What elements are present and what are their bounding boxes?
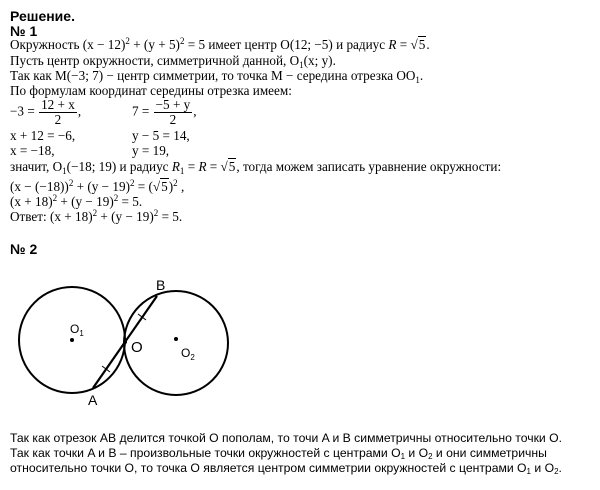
center-dot-o1	[70, 338, 74, 342]
subscript: 1	[526, 467, 531, 476]
text: Окружность (x − 12)	[10, 37, 126, 52]
text: Пусть центр окружности, симметричной данной, O	[10, 53, 300, 68]
text: = 5.	[158, 209, 183, 224]
text: (x + 18)	[46, 209, 93, 224]
task-1-number: № 1	[10, 23, 38, 39]
text: )	[168, 179, 174, 194]
text: + (y − 19)	[73, 179, 130, 194]
exponent: 2	[173, 178, 178, 188]
exponent: 2	[179, 36, 185, 46]
subscript: 1	[400, 452, 406, 461]
text: = 5.	[118, 194, 143, 209]
equation-y-step1: y − 5 = 14,	[132, 128, 190, 143]
radicand: 5	[161, 179, 168, 194]
equation-x-step2: x = −18,	[10, 143, 55, 158]
text: = 5 имеет центр O(12; −5) и радиус	[184, 37, 389, 52]
comma: ,	[193, 103, 197, 119]
text: = √	[396, 37, 418, 52]
text: (−18; 19) и радиус	[66, 159, 172, 174]
text: .	[426, 37, 430, 52]
subscript: 1	[62, 166, 67, 176]
lhs: −3 =	[10, 103, 35, 119]
text: (x − (−18))	[10, 179, 69, 194]
denominator: 2	[54, 112, 62, 127]
subscript: 2	[554, 467, 559, 476]
text: и они симметричны	[432, 446, 547, 460]
exponent: 2	[153, 208, 159, 218]
text: + (y + 5)	[129, 37, 180, 52]
task-2-number: № 2	[10, 241, 38, 257]
text: относительно точки O, то точка O является центром симметрии окружностей с центрами O	[10, 461, 527, 475]
text: , тогда можем записать уравнение окружности:	[236, 159, 502, 174]
text: = √	[206, 159, 228, 174]
radius-symbol: R	[198, 159, 207, 174]
text: (x; y).	[303, 53, 336, 68]
text: и O	[531, 461, 555, 475]
subscript: 1	[415, 75, 420, 85]
comma: ,	[77, 103, 82, 119]
denominator: 2	[169, 112, 177, 127]
task-2-paragraph-3	[10, 461, 562, 476]
center-dot-o2	[174, 337, 178, 341]
equation-y-step2: y = 19,	[132, 143, 170, 158]
text: значит, O	[10, 159, 63, 174]
exponent: 2	[68, 178, 74, 188]
label-a: A	[88, 392, 98, 408]
radicand: 5	[418, 37, 426, 52]
radius-symbol: R	[171, 159, 180, 174]
subscript: 1	[299, 60, 304, 70]
text: ,	[177, 179, 185, 194]
text: + (y − 19)	[97, 209, 154, 224]
text: и O	[405, 446, 429, 460]
label-o: O	[131, 339, 143, 356]
text: + (y − 19)	[57, 194, 114, 209]
radius-symbol: R	[388, 37, 397, 52]
task-2-paragraph-1: Так как отрезок AB делится точкой O пополам, то точи A и B симметричны относительно точки O.	[10, 431, 562, 445]
exponent: 2	[52, 193, 58, 203]
task-2-paragraph-2	[10, 446, 547, 461]
subscript: 1	[179, 166, 185, 176]
equation-x-step1: x + 12 = −6,	[10, 128, 76, 143]
text: Так как точки A и B – произвольные точки окружностей с центрами O	[10, 446, 401, 460]
text: Так как M(−3; 7) − центр симметрии, то точка M − середина отрезка OO	[10, 68, 416, 83]
exponent: 2	[113, 193, 119, 203]
numerator: −5 + y	[155, 97, 191, 112]
exponent: 2	[125, 36, 130, 46]
subscript: 2	[428, 452, 433, 461]
task-1-line-formulas: По формулам координат середины отрезка имеем:	[10, 83, 292, 98]
text: .	[419, 68, 424, 83]
label-o2: $O_2$	[181, 346, 195, 362]
answer-label: Ответ:	[10, 209, 47, 224]
point-o	[123, 340, 127, 344]
label-o1: $O_1$	[70, 322, 84, 338]
text: .	[558, 461, 562, 475]
exponent: 2	[92, 208, 98, 218]
text: = (√	[134, 179, 161, 194]
text: =	[184, 159, 199, 174]
radicand: 5	[228, 159, 236, 174]
lhs: 7 =	[132, 103, 150, 119]
text: (x + 18)	[10, 194, 53, 209]
numerator: 12 + x	[41, 97, 75, 112]
label-b: B	[156, 277, 166, 293]
solution-heading: Решение.	[10, 8, 75, 24]
exponent: 2	[129, 178, 135, 188]
